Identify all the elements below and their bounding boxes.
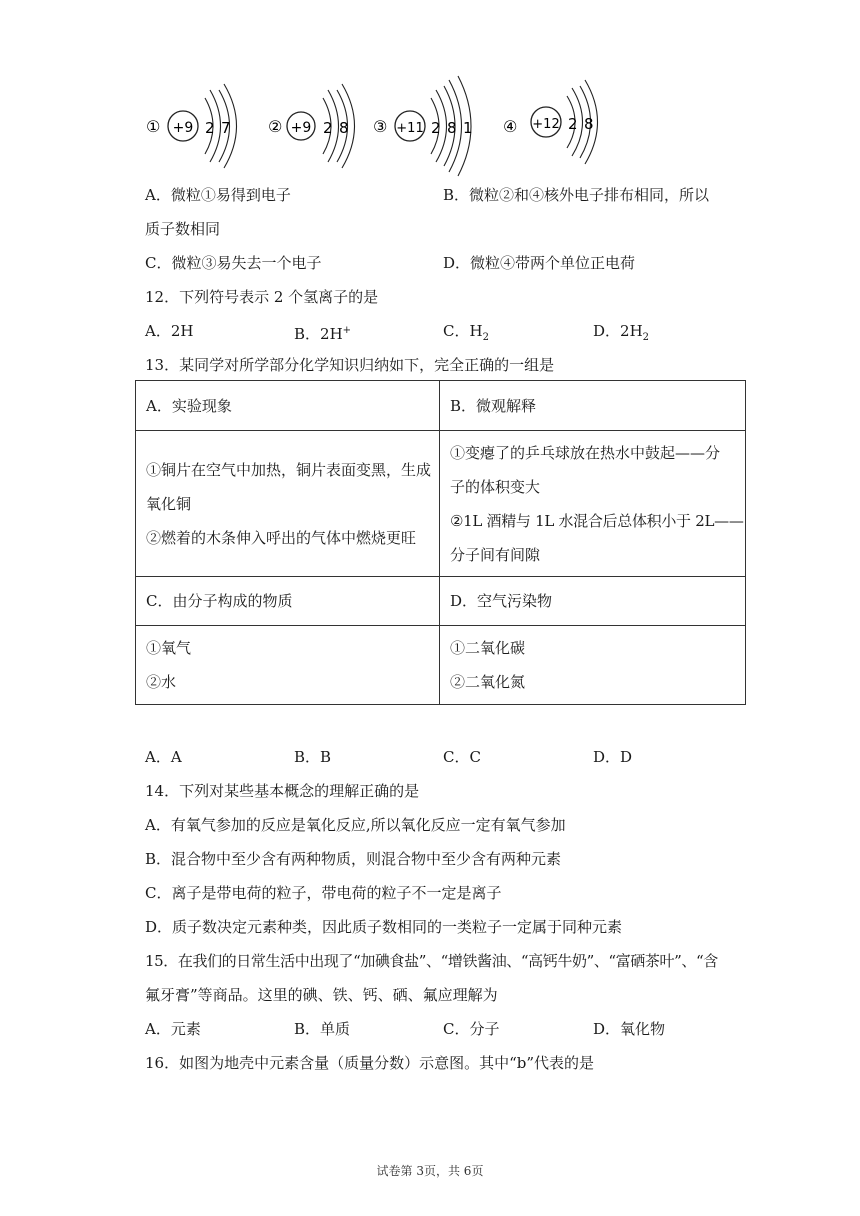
q12-option-d-main: D．2H xyxy=(593,322,643,340)
q13-cell-a-line: 氧化铜 xyxy=(146,494,192,513)
q14-stem: 14．下列对某些基本概念的理解正确的是 xyxy=(145,782,420,800)
q11-option-b-line2: 质子数相同 xyxy=(145,220,221,238)
q14-option-c: C．离子是带电荷的粒子，带电荷的粒子不一定是离子 xyxy=(145,884,502,902)
q12-option-c-subscript: 2 xyxy=(482,332,489,343)
q13-cell-d-head: D．空气污染物 xyxy=(440,577,746,626)
q13-knowledge-table xyxy=(135,380,746,705)
q13-table-row-body-ab xyxy=(136,431,746,577)
q13-cell-c-line: ①氧气 xyxy=(146,639,192,657)
atom-4-index: ④ xyxy=(503,117,518,136)
atom-4-shell-2-count: 8 xyxy=(584,115,594,133)
atom-3-index: ③ xyxy=(373,117,388,136)
q13-cell-b-body xyxy=(440,431,746,577)
q12-option-d xyxy=(593,321,649,348)
atom-2-nucleus-charge: +9 xyxy=(290,120,312,136)
q11-option-a: A．微粒①易得到电子 xyxy=(145,186,291,204)
q13-cell-b-line: ①变瘪了的乒乓球放在热水中鼓起——分 xyxy=(450,443,721,462)
atom-1-index: ① xyxy=(146,117,161,136)
q12-option-b xyxy=(294,321,351,344)
q12-option-a: A．2H xyxy=(145,322,194,340)
atom-diagram-2 xyxy=(265,78,365,168)
q11-option-b-line1: B．微粒②和④核外电子排布相同，所以 xyxy=(443,186,710,204)
q14-option-b: B．混合物中至少含有两种物质，则混合物中至少含有两种元素 xyxy=(145,850,562,868)
q15-option-a: A．元素 xyxy=(145,1020,201,1038)
atom-1-shell-2-count: 7 xyxy=(221,119,231,137)
atom-2-shell-2-count: 8 xyxy=(339,119,349,137)
q11-option-d: D．微粒④带两个单位正电荷 xyxy=(443,254,636,272)
q12-stem: 12．下列符号表示 2 个氢离子的是 xyxy=(145,288,379,306)
q13-cell-a-line: ①铜片在空气中加热，铜片表面变黑，生成 xyxy=(146,460,432,479)
q15-stem-line2: 氟牙膏”等商品。这里的碘、铁、钙、硒、氟应理解为 xyxy=(145,986,498,1004)
q16-stem: 16．如图为地壳中元素含量（质量分数）示意图。其中“b”代表的是 xyxy=(145,1054,595,1072)
q11-option-c: C．微粒③易失去一个电子 xyxy=(145,254,322,272)
q13-cell-d-body xyxy=(440,626,746,705)
q13-table-row-body-cd xyxy=(136,626,746,705)
atom-3-shell-2-count: 8 xyxy=(447,119,457,137)
atom-diagram-3 xyxy=(370,78,485,168)
q13-option-a: A．A xyxy=(145,748,182,766)
atom-3-shell-1-count: 2 xyxy=(431,119,441,137)
q13-cell-a-head: A．实验现象 xyxy=(136,381,440,431)
q13-cell-c-head: C．由分子构成的物质 xyxy=(136,577,440,626)
q13-cell-a-line: ②燃着的木条伸入呼出的气体中燃烧更旺 xyxy=(146,528,417,547)
atom-diagram-4 xyxy=(500,78,600,168)
q13-option-d: D．D xyxy=(593,748,633,766)
q13-table-row-head-cd xyxy=(136,577,746,626)
atom-4-svg xyxy=(500,78,600,168)
atom-2-index: ② xyxy=(268,117,283,136)
atom-4-nucleus-charge: +12 xyxy=(532,117,560,132)
q13-cell-b-line: ②1L 酒精与 1L 水混合后总体积小于 2L—— xyxy=(450,511,744,530)
q12-option-b-charge: + xyxy=(342,325,352,336)
atom-3-svg xyxy=(370,74,485,169)
atom-3-shell-3-count: 1 xyxy=(463,119,473,137)
q13-cell-c-body xyxy=(136,626,440,705)
q13-cell-a-body xyxy=(136,431,440,577)
atom-3-nucleus-charge: +11 xyxy=(396,121,424,136)
page-footer: 试卷第 3页，共 6页 xyxy=(376,1164,484,1178)
q13-stem: 13．某同学对所学部分化学知识归纳如下，完全正确的一组是 xyxy=(145,356,555,374)
q13-cell-b-line: 子的体积变大 xyxy=(450,477,541,496)
q15-option-d: D．氧化物 xyxy=(593,1020,666,1038)
atom-1-shell-1-count: 2 xyxy=(205,119,215,137)
atom-4-shell-1-count: 2 xyxy=(568,115,578,133)
q15-option-c: C．分子 xyxy=(443,1020,500,1038)
q12-option-c xyxy=(443,321,489,348)
q12-option-d-subscript: 2 xyxy=(642,332,650,343)
q13-option-b: B．B xyxy=(294,748,332,766)
atom-2-svg xyxy=(265,78,365,168)
q13-cell-b-line: 分子间有间隙 xyxy=(450,545,541,564)
q13-cell-c-line: ②水 xyxy=(146,673,177,691)
atom-1-svg xyxy=(143,78,243,168)
q14-option-a: A．有氧气参加的反应是氧化反应,所以氧化反应一定有氧气参加 xyxy=(145,816,566,834)
q13-cell-d-line: ②二氧化氮 xyxy=(450,673,526,691)
q13-table-row-head-ab xyxy=(136,381,746,431)
atom-1-nucleus-charge: +9 xyxy=(172,120,194,136)
q13-cell-b-head: B．微观解释 xyxy=(440,381,746,431)
q13-cell-d-line: ①二氧化碳 xyxy=(450,639,526,657)
q15-stem-line1: 15．在我们的日常生活中出现了“加碘食盐”、“增铁酱油、“高钙牛奶”、“富硒茶叶”、“含 xyxy=(145,952,718,970)
q14-option-d: D．质子数决定元素种类，因此质子数相同的一类粒子一定属于同种元素 xyxy=(145,918,623,936)
q13-option-c: C．C xyxy=(443,748,481,766)
atom-2-shell-1-count: 2 xyxy=(323,119,333,137)
q15-option-b: B．单质 xyxy=(294,1020,351,1038)
q12-option-b-main: B．2H xyxy=(294,325,343,343)
q12-option-c-main: C．H xyxy=(443,322,483,340)
atom-diagram-1 xyxy=(143,78,243,168)
